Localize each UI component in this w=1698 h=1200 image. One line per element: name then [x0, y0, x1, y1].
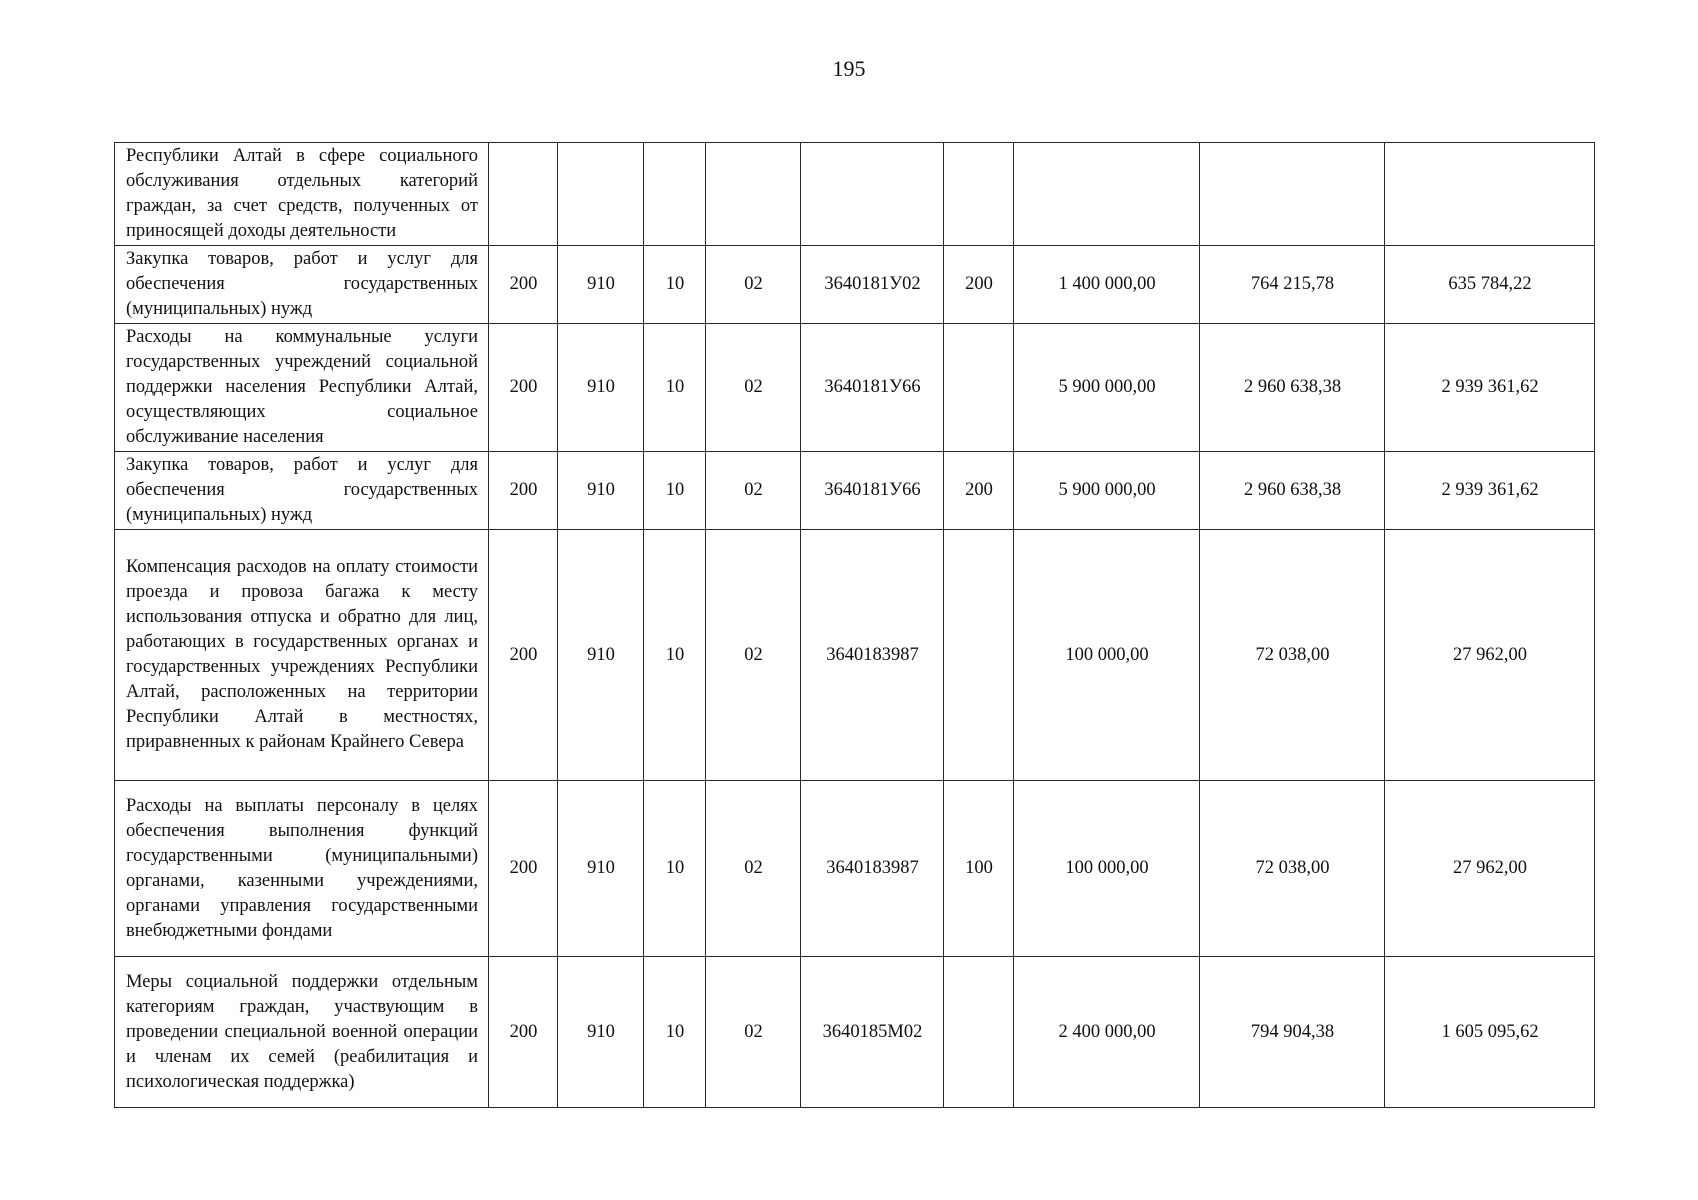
- cell-amount-2: 2 960 638,38: [1200, 324, 1385, 452]
- cell-code-4: 02: [706, 246, 801, 324]
- cell-code-4: [706, 143, 801, 246]
- cell-amount-1: 1 400 000,00: [1014, 246, 1200, 324]
- cell-amount-3: 635 784,22: [1385, 246, 1595, 324]
- cell-amount-3: 27 962,00: [1385, 781, 1595, 957]
- table-row: [115, 530, 1595, 781]
- cell-code-3: [644, 143, 706, 246]
- cell-expense-type: [944, 324, 1014, 452]
- cell-code-3: 10: [644, 452, 706, 530]
- cell-code-3: 10: [644, 246, 706, 324]
- row-description: Меры социальной поддержки отдельным категориям граждан, участвующим в проведении специальной военной операции и членам их семей (реабилитация и психологическая поддержка): [115, 957, 489, 1108]
- cell-target-code: 3640181У66: [801, 324, 944, 452]
- cell-code-3: 10: [644, 957, 706, 1108]
- cell-amount-1: 5 900 000,00: [1014, 324, 1200, 452]
- cell-expense-type: 100: [944, 781, 1014, 957]
- cell-code-2: 910: [558, 324, 644, 452]
- table-row: [115, 957, 1595, 1108]
- cell-code-2: 910: [558, 246, 644, 324]
- cell-amount-3: 2 939 361,62: [1385, 324, 1595, 452]
- cell-code-2: 910: [558, 957, 644, 1108]
- cell-code-1: 200: [489, 452, 558, 530]
- budget-table: [114, 142, 1595, 1108]
- cell-target-code: [801, 143, 944, 246]
- cell-code-3: 10: [644, 324, 706, 452]
- row-description: Закупка товаров, работ и услуг для обеспечения государственных (муниципальных) нужд: [115, 246, 489, 324]
- cell-amount-3: 1 605 095,62: [1385, 957, 1595, 1108]
- table-row: [115, 246, 1595, 324]
- cell-expense-type: [944, 957, 1014, 1108]
- cell-code-4: 02: [706, 324, 801, 452]
- cell-target-code: 3640183987: [801, 781, 944, 957]
- cell-code-2: 910: [558, 781, 644, 957]
- cell-amount-2: 72 038,00: [1200, 530, 1385, 781]
- table-row: [115, 452, 1595, 530]
- cell-code-1: 200: [489, 957, 558, 1108]
- cell-amount-1: 100 000,00: [1014, 530, 1200, 781]
- cell-code-1: 200: [489, 246, 558, 324]
- cell-code-1: 200: [489, 530, 558, 781]
- cell-expense-type: [944, 530, 1014, 781]
- cell-expense-type: 200: [944, 246, 1014, 324]
- cell-target-code: 3640185М02: [801, 957, 944, 1108]
- cell-code-1: 200: [489, 781, 558, 957]
- cell-code-2: [558, 143, 644, 246]
- cell-amount-2: 2 960 638,38: [1200, 452, 1385, 530]
- cell-code-4: 02: [706, 452, 801, 530]
- row-description: Расходы на коммунальные услуги государственных учреждений социальной поддержки населения Республики Алтай, осуществляющих социальное обслуживание населения: [115, 324, 489, 452]
- cell-code-4: 02: [706, 530, 801, 781]
- cell-target-code: 3640181У66: [801, 452, 944, 530]
- cell-amount-1: 2 400 000,00: [1014, 957, 1200, 1108]
- row-description: Закупка товаров, работ и услуг для обеспечения государственных (муниципальных) нужд: [115, 452, 489, 530]
- row-description: Республики Алтай в сфере социального обслуживания отдельных категорий граждан, за счет средств, полученных от приносящей доходы деятельности: [115, 143, 489, 246]
- cell-amount-1: [1014, 143, 1200, 246]
- cell-amount-2: 794 904,38: [1200, 957, 1385, 1108]
- table-row: [115, 781, 1595, 957]
- page-number: 195: [832, 56, 866, 81]
- cell-code-1: [489, 143, 558, 246]
- cell-code-4: 02: [706, 957, 801, 1108]
- cell-amount-2: 764 215,78: [1200, 246, 1385, 324]
- cell-expense-type: [944, 143, 1014, 246]
- cell-amount-3: [1385, 143, 1595, 246]
- cell-expense-type: 200: [944, 452, 1014, 530]
- cell-code-1: 200: [489, 324, 558, 452]
- cell-code-3: 10: [644, 781, 706, 957]
- cell-code-4: 02: [706, 781, 801, 957]
- cell-amount-3: 2 939 361,62: [1385, 452, 1595, 530]
- cell-target-code: 3640183987: [801, 530, 944, 781]
- table-row: [115, 324, 1595, 452]
- row-description: Расходы на выплаты персоналу в целях обеспечения выполнения функций государственными (муниципальными) органами, казенными учреждениями, органами управления государственными внебюджетными фондами: [115, 781, 489, 957]
- table-row: [115, 143, 1595, 246]
- row-description: Компенсация расходов на оплату стоимости проезда и провоза багажа к месту использования отпуска и обратно для лиц, работающих в государственных органах и государственных учреждениях Республики Алтай, расположенных на территории Республики Алтай в местностях, приравненных к районам Крайнего Севера: [115, 530, 489, 781]
- cell-amount-1: 100 000,00: [1014, 781, 1200, 957]
- cell-code-3: 10: [644, 530, 706, 781]
- cell-amount-2: 72 038,00: [1200, 781, 1385, 957]
- cell-target-code: 3640181У02: [801, 246, 944, 324]
- cell-amount-2: [1200, 143, 1385, 246]
- cell-amount-3: 27 962,00: [1385, 530, 1595, 781]
- cell-code-2: 910: [558, 530, 644, 781]
- cell-amount-1: 5 900 000,00: [1014, 452, 1200, 530]
- cell-code-2: 910: [558, 452, 644, 530]
